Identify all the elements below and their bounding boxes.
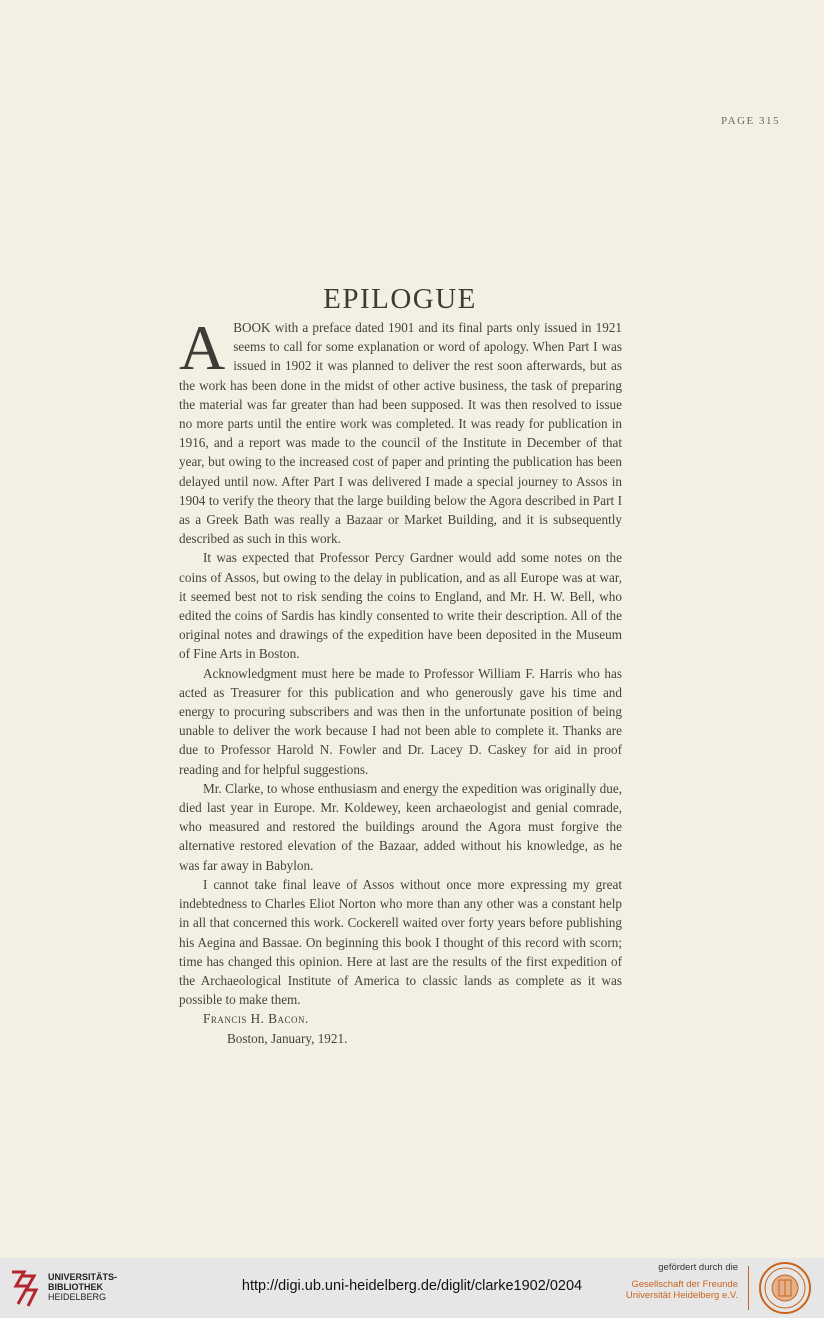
university-seal-icon[interactable]	[758, 1261, 812, 1315]
sponsor-org-line-2: Universität Heidelberg e.V.	[625, 1290, 738, 1301]
page-number: PAGE 315	[721, 115, 780, 127]
sponsor-org-line-1: Gesellschaft der Freunde	[631, 1279, 738, 1290]
footer-bar	[0, 1258, 824, 1318]
library-name-line-2: BIBLIOTHEK	[48, 1282, 103, 1292]
page-title: EPILOGUE	[323, 283, 477, 315]
paragraph-1	[179, 312, 622, 548]
drop-cap: A	[179, 312, 226, 383]
place-date: Boston, January, 1921.	[227, 1030, 348, 1046]
author-signature: Francis H. Bacon.	[203, 1011, 309, 1027]
epilogue-body	[179, 312, 622, 1048]
library-name-line-1: UNIVERSITÄTS-	[48, 1272, 118, 1282]
paragraph-5: I cannot take final leave of Assos without once more expressing my great indebtedness to Charles Eliot Norton who more than any other was a constant help in all that concerned this work. Cockerell waited over forty years before publishing his Aegina and Bassae. On beginning this book I thought of this record with scorn; time has changed this opinion. Here at last are the results of the first expedition of the Archaeological Institute of America to classic lands as complete as it was possible to make them.	[179, 876, 622, 1008]
paragraph-4: Mr. Clarke, to whose enthusiasm and energy the expedition was originally due, died last year in Europe. Mr. Koldewey, keen archaeologist and genial comrade, who measured and restored the buildings around the Agora must forgive the alternative restored elevation of the Bazaar, added without his knowledge, as he was far away in Babylon.	[179, 780, 622, 873]
paragraph-2: It was expected that Professor Percy Gardner would add some notes on the coins of Assos, but owing to the delay in publication, and as all Europe was at war, it seemed best not to risk sending the coins to England, and Mr. H. W. Bell, who edited the coins of Sardis has kindly consented to write their description. All of the original notes and drawings of the expedition have been deposited in the Museum of Fine Arts in Boston.	[179, 550, 622, 662]
paragraph-3: Acknowledgment must here be made to Professor William F. Harris who has acted as Treasurer for this publication and who generously gave his time and energy to procuring subscribers and was then in the unfortunate position of being unable to deliver the work because I had not been able to complete it. Thanks are due to Professor Harold N. Fowler and Dr. Lacey D. Caskey for aid in proof reading and for helpful suggestions.	[179, 665, 622, 777]
sponsor-label: gefördert durch die	[658, 1262, 738, 1273]
paragraph-1-text: BOOK with a preface dated 1901 and its final parts only issued in 1921 seems to call for some explanation or word of apology. When Part I was issued in 1902 it was planned to deliver the rest soon afterwards, but as the work has been done in the midst of other active business, the task of preparing the material was far greater than had been supposed. It was then resolved to issue no more parts until the entire work was completed. It was ready for publication in 1916, and a report was made to the council of the Institute in December of that year, but owing to the increased cost of paper and printing the publication has been delayed until now. After Part I was delivered I made a special journey to Assos in 1904 to verify the theory that the large building below the Agora described in Part I as a Greek Bath was really a Bazaar or Market Building, and it is subsequently described as such in this work.	[179, 320, 622, 547]
document-url-link[interactable]: http://digi.ub.uni-heidelberg.de/diglit/clarke1902/0204	[241, 1278, 583, 1294]
library-name-line-3: HEIDELBERG	[48, 1292, 107, 1302]
sponsor-block[interactable]	[626, 1262, 738, 1301]
sponsor-divider	[748, 1266, 749, 1310]
